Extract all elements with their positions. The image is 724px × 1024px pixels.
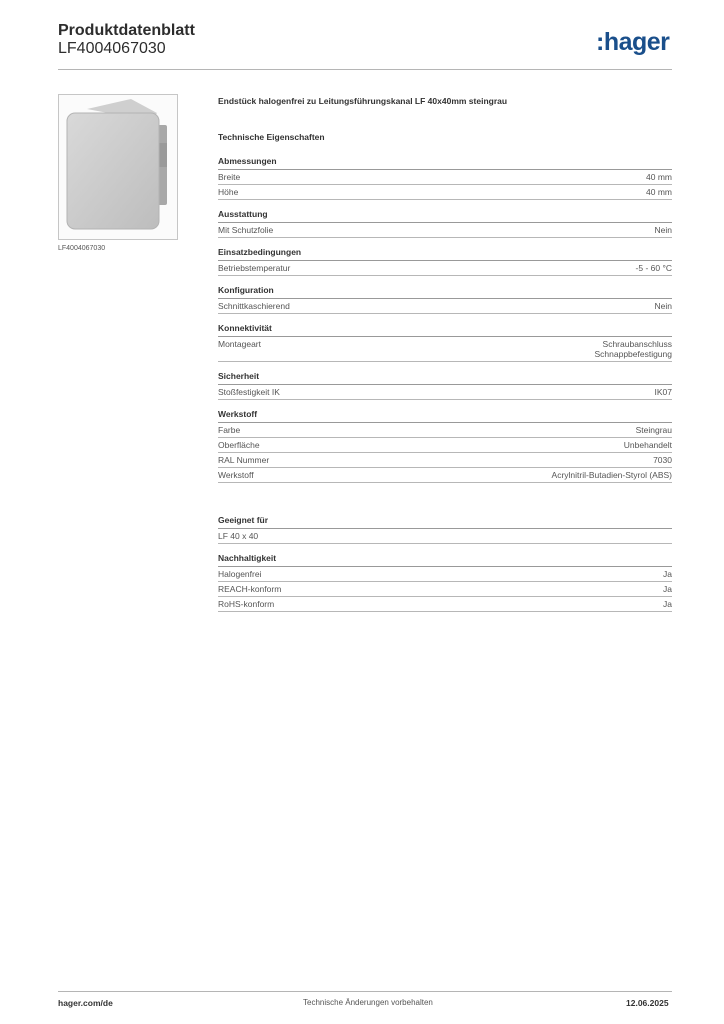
property-value-line: -5 - 60 °C <box>635 263 672 273</box>
property-value <box>655 225 672 235</box>
section-heading: Einsatzbedingungen <box>218 247 672 261</box>
hager-logo <box>596 28 669 57</box>
property-label: Werkstoff <box>218 470 254 480</box>
property-value <box>636 425 672 435</box>
section-heading: Sicherheit <box>218 371 672 385</box>
property-value-line: 40 mm <box>646 172 672 182</box>
property-value-line: Unbehandelt <box>623 440 672 450</box>
footer-date: 12.06.2025 <box>626 998 669 1008</box>
property-row <box>218 468 672 483</box>
property-label: Oberfläche <box>218 440 260 450</box>
property-label: Montageart <box>218 339 261 349</box>
properties-group-1 <box>218 156 672 483</box>
property-label: RoHS-konform <box>218 599 275 609</box>
property-label: REACH-konform <box>218 584 282 594</box>
property-row <box>218 567 672 582</box>
property-value <box>663 599 672 609</box>
property-row <box>218 529 672 544</box>
property-value-line-2: Schnappbefestigung <box>594 349 672 359</box>
section-heading: Konfiguration <box>218 285 672 299</box>
property-label: Betriebstemperatur <box>218 263 291 273</box>
property-value-line: Acrylnitril-Butadien-Styrol (ABS) <box>551 470 672 480</box>
property-row <box>218 597 672 612</box>
property-value-line: 7030 <box>653 455 672 465</box>
end-cap-product-icon <box>59 95 177 239</box>
property-row <box>218 582 672 597</box>
property-label: Schnittkaschierend <box>218 301 290 311</box>
property-value <box>663 584 672 594</box>
property-value <box>646 187 672 197</box>
property-row <box>218 337 672 362</box>
property-row <box>218 261 672 276</box>
property-row <box>218 223 672 238</box>
property-value-line: Nein <box>654 301 672 311</box>
property-value-line: Ja <box>663 599 672 609</box>
section-heading: Ausstattung <box>218 209 672 223</box>
product-description: Endstück halogenfrei zu Leitungsführungskanal LF 40x40mm steingrau <box>218 96 508 106</box>
property-value-line: Nein <box>654 225 672 235</box>
header-title: Produktdatenblatt <box>58 22 195 39</box>
content-column <box>218 96 672 612</box>
property-label: RAL Nummer <box>218 455 270 465</box>
property-row <box>218 385 672 400</box>
property-label: LF 40 x 40 <box>218 531 259 541</box>
property-value <box>552 470 672 480</box>
property-row <box>218 423 672 438</box>
properties-group-2 <box>218 515 672 612</box>
section-heading: Konnektivität <box>218 323 672 337</box>
image-caption: LF4004067030 <box>58 245 106 252</box>
property-value-line: Ja <box>663 584 672 594</box>
property-label: Halogenfrei <box>218 569 262 579</box>
property-value-line: 40 mm <box>646 187 672 197</box>
section-heading: Abmessungen <box>218 156 672 170</box>
property-label: Mit Schutzfolie <box>218 225 274 235</box>
section-heading: Nachhaltigkeit <box>218 553 672 567</box>
footer-website: hager.com/de <box>58 998 113 1008</box>
property-row <box>218 170 672 185</box>
property-row <box>218 438 672 453</box>
property-label: Farbe <box>218 425 241 435</box>
technical-properties-heading: Technische Eigenschaften <box>218 132 325 142</box>
section-heading: Geeignet für <box>218 515 672 529</box>
property-value <box>653 455 672 465</box>
logo-text: hager <box>603 28 670 56</box>
property-row <box>218 299 672 314</box>
footer-note: Technische Änderungen vorbehalten <box>303 998 433 1007</box>
property-value <box>655 387 673 397</box>
property-value <box>646 172 672 182</box>
property-label: Breite <box>218 172 241 182</box>
property-value <box>655 301 672 311</box>
property-value-line: Schraubanschluss <box>602 339 672 349</box>
product-code: LF4004067030 <box>58 40 166 57</box>
footer-divider <box>58 991 672 992</box>
section-heading: Werkstoff <box>218 409 672 423</box>
property-value-line: Ja <box>663 569 672 579</box>
property-value <box>663 569 672 579</box>
property-value-line: Steingrau <box>635 425 672 435</box>
logo-colon: : <box>596 28 604 56</box>
property-label: Höhe <box>218 187 239 197</box>
property-value <box>594 339 672 359</box>
property-row <box>218 453 672 468</box>
property-label: Stoßfestigkeit IK <box>218 387 280 397</box>
product-image <box>58 94 178 240</box>
header-divider <box>58 69 672 70</box>
property-value <box>624 440 672 450</box>
section-gap <box>218 483 672 515</box>
property-value-line: IK07 <box>654 387 672 397</box>
property-row <box>218 185 672 200</box>
property-value <box>636 263 672 273</box>
